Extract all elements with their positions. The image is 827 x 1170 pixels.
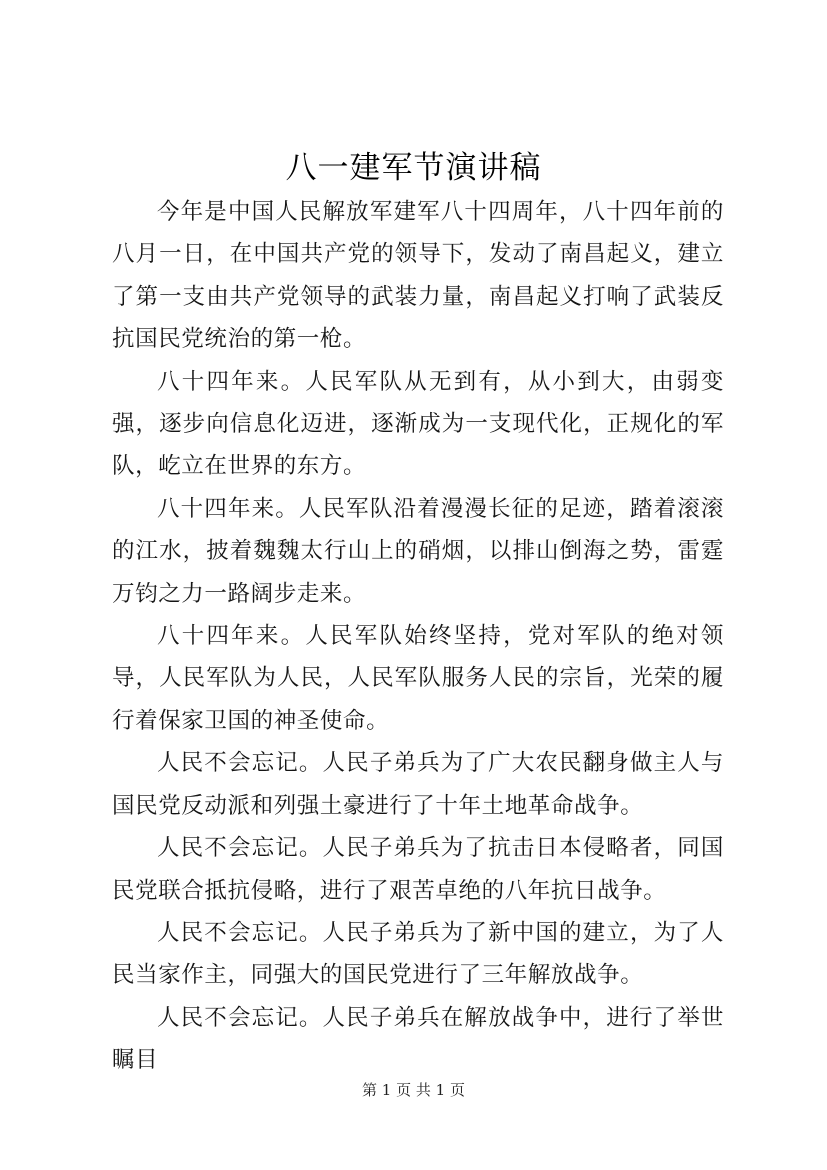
paragraph: 八十四年来。人民军队从无到有，从小到大，由弱变强，逐步向信息化迈进，逐渐成为一支现代化，正规化的军队，屹立在世界的东方。 — [112, 368, 724, 480]
paragraph: 人民不会忘记。人民子弟兵为了广大农民翻身做主人与国民党反动派和列强土豪进行了十年土地革命战争。 — [112, 750, 724, 819]
paragraph: 八十四年来。人民军队沿着漫漫长征的足迹，踏着滚滚的江水，披着魏魏太行山上的硝烟，以排山倒海之势，雷霆万钧之力一路阔步走来。 — [112, 495, 724, 607]
paragraph: 人民不会忘记。人民子弟兵为了抗击日本侵略者，同国民党联合抵抗侵略，进行了艰苦卓绝的八年抗日战争。 — [112, 835, 724, 904]
paragraph: 八十四年来。人民军队始终坚持，党对军队的绝对领导，人民军队为人民，人民军队服务人民的宗旨，光荣的履行着保家卫国的神圣使命。 — [112, 623, 724, 734]
paragraph: 人民不会忘记。人民子弟兵在解放战争中，进行了举世瞩目 — [112, 1004, 724, 1074]
paragraph: 人民不会忘记。人民子弟兵为了新中国的建立，为了人民当家作主，同强大的国民党进行了三年解放战争。 — [112, 919, 724, 989]
document-body — [112, 191, 724, 1082]
document-title: 八一建军节演讲稿 — [285, 150, 542, 186]
page-number-footer: 第 1 页 共 1 页 — [362, 1081, 465, 1099]
paragraph: 今年是中国人民解放军建军八十四周年，八十四年前的八月一日，在中国共产党的领导下，发动了南昌起义，建立了第一支由共产党领导的武装力量，南昌起义打响了武装反抗国民党统治的第一枪。 — [112, 199, 724, 353]
